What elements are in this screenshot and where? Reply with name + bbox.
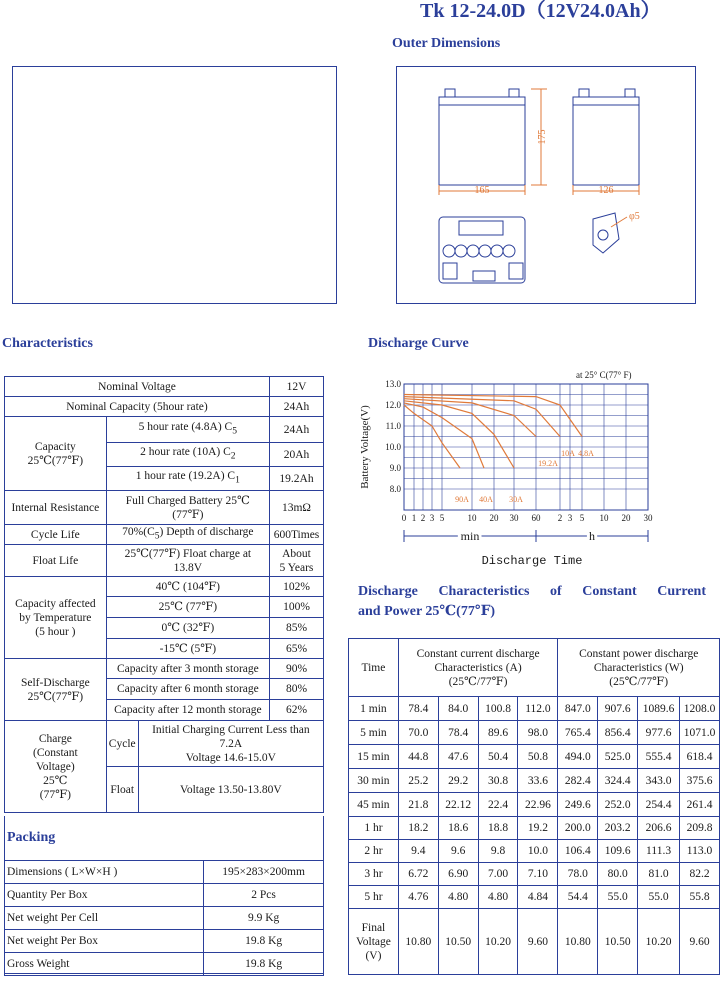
charge-cycle-label: Cycle: [106, 721, 138, 767]
packing-label: Dimensions ( L×W×H ): [5, 861, 204, 884]
cycle-life-value: 600Times: [269, 525, 323, 545]
value-cell: 81.0: [638, 863, 680, 886]
value-cell: 7.10: [518, 863, 558, 886]
value-cell: 54.4: [558, 886, 598, 909]
packing-value: 19.8 Kg: [204, 930, 324, 953]
value-cell: 4.80: [438, 886, 478, 909]
final-voltage-cell: 9.60: [680, 909, 720, 975]
terminal-diameter: φ5: [629, 211, 640, 222]
nominal-voltage-value: 12V: [269, 377, 323, 397]
y-tick-label: 8.0: [389, 484, 401, 494]
value-cell: 4.76: [398, 886, 438, 909]
value-cell: 25.2: [398, 769, 438, 793]
product-image-frame: [12, 66, 337, 304]
value-cell: 29.2: [438, 769, 478, 793]
dimension-drawing-frame: [396, 66, 696, 304]
discharge-curve-chart: [356, 362, 656, 572]
charge-label: Charge (Constant Voltage) 25℃ (77℉): [5, 721, 107, 813]
value-cell: 494.0: [558, 745, 598, 769]
constant-table: [348, 638, 720, 975]
value-cell: 525.0: [598, 745, 638, 769]
dimension-drawing: [397, 67, 697, 305]
packing-value: 9.9 Kg: [204, 907, 324, 930]
value-cell: 55.0: [598, 886, 638, 909]
time-cell: 30 min: [349, 769, 399, 793]
value-cell: 78.0: [558, 863, 598, 886]
temperature-label: Capacity affected by Temperature (5 hour ): [5, 577, 107, 659]
time-cell: 5 hr: [349, 886, 399, 909]
value-cell: 18.2: [398, 817, 438, 840]
curve-label: 30A: [509, 495, 523, 504]
value-cell: 252.0: [598, 793, 638, 817]
temperature-value: 100%: [269, 597, 323, 618]
value-cell: 254.4: [638, 793, 680, 817]
value-cell: 18.6: [438, 817, 478, 840]
float-life-condition: 25℃(77℉) Float charge at 13.8V: [106, 545, 269, 577]
current-header: Constant current discharge Characteristics (A) (25℃/77℉): [398, 639, 558, 697]
value-cell: 6.90: [438, 863, 478, 886]
value-cell: 375.6: [680, 769, 720, 793]
value-cell: 19.2: [518, 817, 558, 840]
x-tick-label: 20: [621, 513, 631, 523]
value-cell: 89.6: [478, 721, 518, 745]
value-cell: 82.2: [680, 863, 720, 886]
value-cell: 50.4: [478, 745, 518, 769]
y-tick-label: 9.0: [389, 463, 401, 473]
self-discharge-label: Self-Discharge 25℃(77℉): [5, 659, 107, 721]
time-cell: 3 hr: [349, 863, 399, 886]
packing-label: Gross Weight: [5, 953, 204, 976]
value-cell: 109.6: [598, 840, 638, 863]
capacity-row: 1 hour rate (19.2A) $C_1$: [106, 467, 269, 491]
capacity-value: 20Ah: [269, 443, 323, 467]
value-cell: 55.8: [680, 886, 720, 909]
constant-row: [349, 745, 720, 769]
value-cell: 4.80: [478, 886, 518, 909]
x-tick-label: 0: [401, 513, 407, 523]
packing-value: 2 Pcs: [204, 884, 324, 907]
self-discharge-value: 62%: [269, 700, 323, 721]
value-cell: 113.0: [680, 840, 720, 863]
value-cell: 33.6: [518, 769, 558, 793]
value-cell: 22.4: [478, 793, 518, 817]
length-dimension: 165: [474, 185, 490, 196]
y-tick-label: 10.0: [385, 442, 401, 452]
time-cell: 5 min: [349, 721, 399, 745]
value-cell: 9.4: [398, 840, 438, 863]
temperature-value: 65%: [269, 639, 323, 659]
nominal-voltage-label: Nominal Voltage: [5, 377, 270, 397]
cycle-life-label: Cycle Life: [5, 525, 107, 545]
time-cell: 45 min: [349, 793, 399, 817]
internal-resistance-value: 13mΩ: [269, 491, 323, 525]
value-cell: 209.8: [680, 817, 720, 840]
value-cell: 70.0: [398, 721, 438, 745]
x-tick-label: 3: [567, 513, 573, 523]
time-cell: 1 min: [349, 697, 399, 721]
min-label: min: [460, 529, 480, 543]
packing-table: [4, 860, 324, 976]
curve-label: 4.8A: [578, 449, 594, 458]
value-cell: 47.6: [438, 745, 478, 769]
value-cell: 22.12: [438, 793, 478, 817]
value-cell: 9.6: [438, 840, 478, 863]
value-cell: 1208.0: [680, 697, 720, 721]
discharge-curve-line: [404, 397, 560, 437]
value-cell: 1089.6: [638, 697, 680, 721]
x-tick-label: 10: [599, 513, 609, 523]
value-cell: 106.4: [558, 840, 598, 863]
x-tick-label: 20: [489, 513, 499, 523]
value-cell: 1071.0: [680, 721, 720, 745]
value-cell: 618.4: [680, 745, 720, 769]
value-cell: 80.0: [598, 863, 638, 886]
charge-float-value: Voltage 13.50-13.80V: [138, 767, 323, 813]
temperature-value: 102%: [269, 577, 323, 597]
value-cell: 6.72: [398, 863, 438, 886]
temperature-note: at 25° C(77° F): [576, 370, 632, 380]
y-tick-label: 11.0: [385, 421, 401, 431]
value-cell: 22.96: [518, 793, 558, 817]
value-cell: 30.8: [478, 769, 518, 793]
capacity-row: 5 hour rate (4.8A) $C_5$: [106, 417, 269, 443]
h-label: h: [589, 529, 595, 543]
x-tick-label: 5: [439, 513, 445, 523]
height-dimension: 175: [537, 129, 548, 145]
final-voltage-label: Final Voltage (V): [349, 909, 399, 975]
x-tick-label: 1: [411, 513, 417, 523]
characteristics-table: [4, 376, 324, 813]
y-axis-label: Battery Voltage(V): [359, 405, 371, 489]
value-cell: 249.6: [558, 793, 598, 817]
outer-dimensions-title: Outer Dimensions: [392, 36, 501, 51]
nominal-capacity-value: 24Ah: [269, 397, 323, 417]
self-discharge-value: 80%: [269, 679, 323, 700]
constant-row: [349, 721, 720, 745]
value-cell: 10.0: [518, 840, 558, 863]
temperature-row: 0℃ (32℉): [106, 618, 269, 639]
discharge-curve-line: [404, 399, 536, 437]
final-voltage-cell: 10.50: [438, 909, 478, 975]
value-cell: 55.0: [638, 886, 680, 909]
value-cell: 9.8: [478, 840, 518, 863]
curve-label: 40A: [479, 495, 493, 504]
value-cell: 847.0: [558, 697, 598, 721]
packing-label: Quantity Per Box: [5, 884, 204, 907]
x-axis-label: Discharge Time: [481, 554, 583, 568]
value-cell: 78.4: [438, 721, 478, 745]
value-cell: 907.6: [598, 697, 638, 721]
cycle-life-condition: $70\%(C_5)$ Depth of discharge: [106, 525, 269, 545]
x-tick-label: 60: [531, 513, 541, 523]
front-view-outline: [439, 97, 525, 185]
self-discharge-row: Capacity after 12 month storage: [106, 700, 269, 721]
final-voltage-cell: 10.50: [598, 909, 638, 975]
value-cell: 111.3: [638, 840, 680, 863]
final-voltage-cell: 10.80: [558, 909, 598, 975]
packing-label: Net weight Per Box: [5, 930, 204, 953]
final-voltage-row: [349, 909, 720, 975]
x-tick-label: 30: [643, 513, 653, 523]
value-cell: 18.8: [478, 817, 518, 840]
value-cell: 282.4: [558, 769, 598, 793]
value-cell: 977.6: [638, 721, 680, 745]
value-cell: 44.8: [398, 745, 438, 769]
y-tick-label: 13.0: [385, 379, 401, 389]
value-cell: 203.2: [598, 817, 638, 840]
x-tick-label: 30: [509, 513, 519, 523]
value-cell: 343.0: [638, 769, 680, 793]
charge-float-label: Float: [106, 767, 138, 813]
value-cell: 21.8: [398, 793, 438, 817]
curve-label: 10A: [561, 449, 575, 458]
x-tick-label: 2: [420, 513, 426, 523]
value-cell: 7.00: [478, 863, 518, 886]
value-cell: 78.4: [398, 697, 438, 721]
capacity-value: 24Ah: [269, 417, 323, 443]
value-cell: 84.0: [438, 697, 478, 721]
discharge-curve-svg: [356, 362, 656, 572]
time-cell: 15 min: [349, 745, 399, 769]
x-tick-label: 10: [467, 513, 477, 523]
value-cell: 324.4: [598, 769, 638, 793]
value-cell: 555.4: [638, 745, 680, 769]
final-voltage-cell: 10.20: [478, 909, 518, 975]
value-cell: 112.0: [518, 697, 558, 721]
temperature-row: 40℃ (104℉): [106, 577, 269, 597]
characteristics-title: Characteristics: [2, 336, 93, 351]
constant-row: [349, 863, 720, 886]
float-life-label: Float Life: [5, 545, 107, 577]
packing-title: Packing: [7, 830, 56, 845]
width-dimension: 126: [598, 185, 614, 196]
x-tick-label: 5: [579, 513, 585, 523]
power-header: Constant power discharge Characteristics (W) (25℃/77℉): [558, 639, 720, 697]
self-discharge-row: Capacity after 6 month storage: [106, 679, 269, 700]
time-cell: 1 hr: [349, 817, 399, 840]
self-discharge-value: 90%: [269, 659, 323, 679]
value-cell: 261.4: [680, 793, 720, 817]
float-life-value: About 5 Years: [269, 545, 323, 577]
value-cell: 4.84: [518, 886, 558, 909]
time-cell: 2 hr: [349, 840, 399, 863]
constant-row: [349, 793, 720, 817]
constant-row: [349, 817, 720, 840]
constant-title-line2: and Power 25℃(77℉): [358, 604, 496, 619]
constant-title: [358, 582, 706, 622]
value-cell: 100.8: [478, 697, 518, 721]
x-tick-label: 3: [429, 513, 435, 523]
nominal-capacity-label: Nominal Capacity (5hour rate): [5, 397, 270, 417]
value-cell: 206.6: [638, 817, 680, 840]
temperature-row: -15℃ (5℉): [106, 639, 269, 659]
value-cell: 98.0: [518, 721, 558, 745]
constant-row: [349, 886, 720, 909]
packing-value: 19.8 Kg: [204, 953, 324, 976]
self-discharge-row: Capacity after 3 month storage: [106, 659, 269, 679]
constant-title-line1: Discharge Characteristics of Constant Current: [358, 584, 706, 599]
constant-row: [349, 697, 720, 721]
value-cell: 765.4: [558, 721, 598, 745]
y-tick-label: 12.0: [385, 400, 401, 410]
temperature-value: 85%: [269, 618, 323, 639]
x-tick-label: 2: [557, 513, 563, 523]
value-cell: 856.4: [598, 721, 638, 745]
packing-label: Net weight Per Cell: [5, 907, 204, 930]
charge-cycle-value: Initial Charging Current Less than 7.2A Voltage 14.6-15.0V: [138, 721, 323, 767]
capacity-label: Capacity 25℃(77℉): [5, 417, 107, 491]
constant-row: [349, 840, 720, 863]
curve-label: 90A: [455, 495, 469, 504]
page-title: Tk 12-24.0D（12V24.0Ah）: [420, 0, 661, 22]
discharge-curve-title: Discharge Curve: [368, 336, 469, 351]
final-voltage-cell: 9.60: [518, 909, 558, 975]
temperature-row: 25℃ (77℉): [106, 597, 269, 618]
value-cell: 200.0: [558, 817, 598, 840]
capacity-row: 2 hour rate (10A) $C_2$: [106, 443, 269, 467]
curve-label: 19.2A: [538, 459, 558, 468]
constant-row: [349, 769, 720, 793]
final-voltage-cell: 10.20: [638, 909, 680, 975]
capacity-value: 19.2Ah: [269, 467, 323, 491]
internal-resistance-condition: Full Charged Battery 25℃ (77℉): [106, 491, 269, 525]
packing-value: 195×283×200mm: [204, 861, 324, 884]
value-cell: 50.8: [518, 745, 558, 769]
final-voltage-cell: 10.80: [398, 909, 438, 975]
time-header: Time: [349, 639, 399, 697]
internal-resistance-label: Internal Resistance: [5, 491, 107, 525]
